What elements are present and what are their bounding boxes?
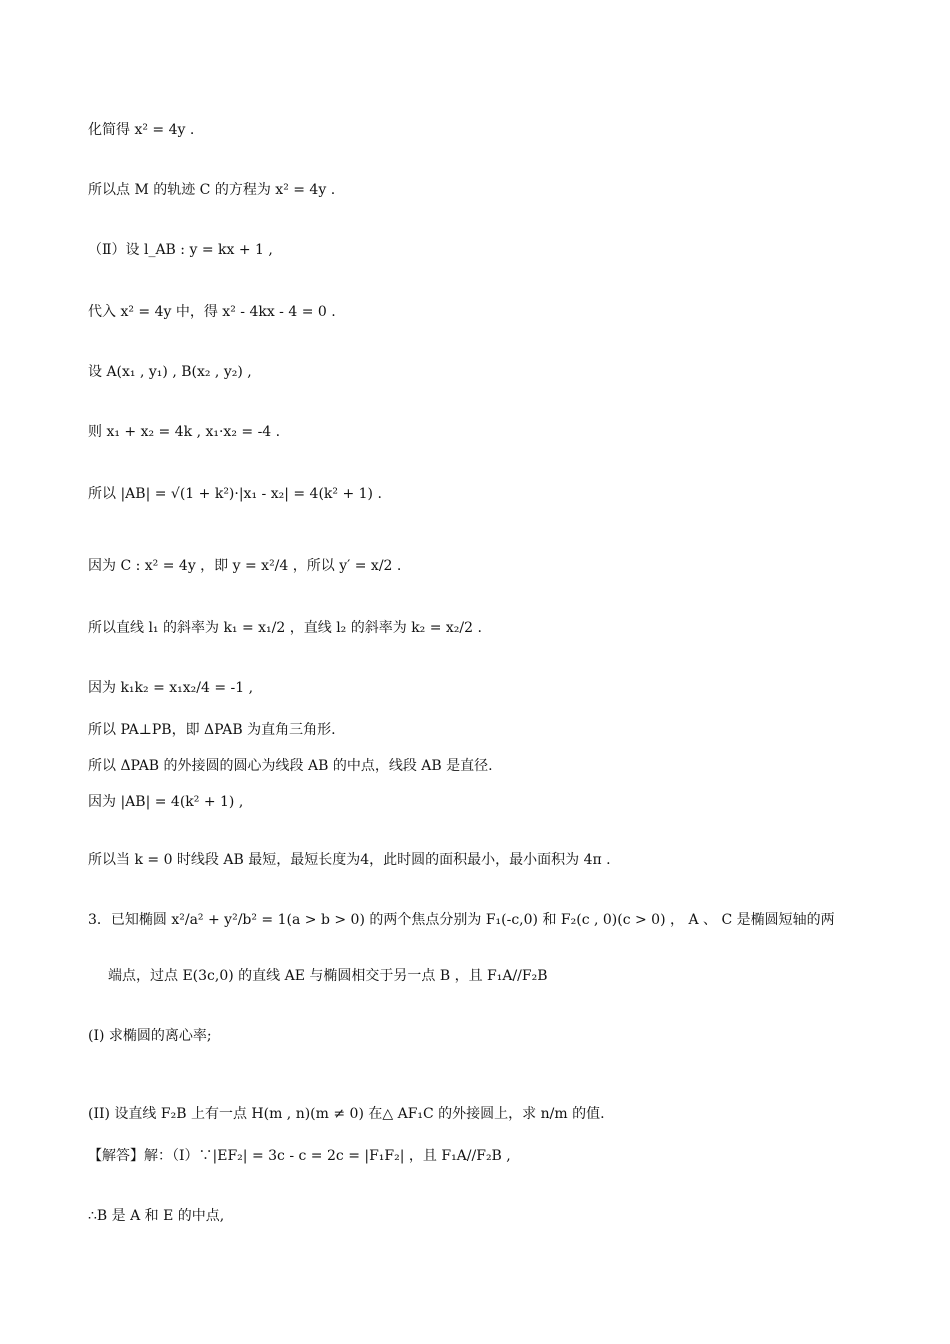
text-line-1: 化简得 x² = 4y . xyxy=(88,122,195,138)
text-line-12: 所以 ΔPAB 的外接圆的圆心为线段 AB 的中点，线段 AB 是直径. xyxy=(88,758,493,774)
text-line-5: 设 A(x₁ , y₁) , B(x₂ , y₂) , xyxy=(88,364,252,380)
text-line-3: （Ⅱ）设 l_AB : y = kx + 1 , xyxy=(88,242,273,258)
text-line-8: 因为 C : x² = 4y ，即 y = x²/4 ，所以 y′ = x/2 . xyxy=(88,558,402,574)
problem-3-statement-cont: 端点，过点 E(3c,0) 的直线 AE 与椭圆相交于另一点 B ，且 F₁A//F₂B xyxy=(108,968,548,984)
problem-3-part-2: (II) 设直线 F₂B 上有一点 H(m , n)(m ≠ 0) 在△ AF₁C 的外接圆上，求 n/m 的值. xyxy=(88,1106,605,1122)
text-line-9: 所以直线 l₁ 的斜率为 k₁ = x₁/2 ，直线 l₂ 的斜率为 k₂ = x₂/2 . xyxy=(88,620,482,636)
text-line-4: 代入 x² = 4y 中，得 x² - 4kx - 4 = 0 . xyxy=(88,304,336,320)
text-line-6: 则 x₁ + x₂ = 4k , x₁·x₂ = -4 . xyxy=(88,424,281,440)
text-line-2: 所以点 M 的轨迹 C 的方程为 x² = 4y . xyxy=(88,182,336,198)
problem-3-part-1: (I) 求椭圆的离心率; xyxy=(88,1028,212,1044)
text-line-14: 所以当 k = 0 时线段 AB 最短，最短长度为4，此时圆的面积最小，最小面积为 4π . xyxy=(88,852,611,868)
text-line-7: 所以 |AB| = √(1 + k²)·|x₁ - x₂| = 4(k² + 1) . xyxy=(88,486,382,502)
text-line-10: 因为 k₁k₂ = x₁x₂/4 = -1 , xyxy=(88,680,254,696)
text-line-13: 因为 |AB| = 4(k² + 1) , xyxy=(88,794,244,810)
problem-3-statement: 3．已知椭圆 x²/a² + y²/b² = 1(a > b > 0) 的两个焦点分别为 F₁(-c,0) 和 F₂(c , 0)(c > 0) ， A 、 C 是椭圆短轴的两 xyxy=(88,912,835,928)
solution-header: 【解答】解：（Ⅰ）∵|EF₂| = 3c - c = 2c = |F₁F₂| ，且 F₁A//F₂B , xyxy=(88,1148,511,1164)
text-line-11: 所以 PA⊥PB，即 ΔPAB 为直角三角形. xyxy=(88,722,336,738)
solution-line-2: ∴B 是 A 和 E 的中点, xyxy=(88,1208,225,1224)
